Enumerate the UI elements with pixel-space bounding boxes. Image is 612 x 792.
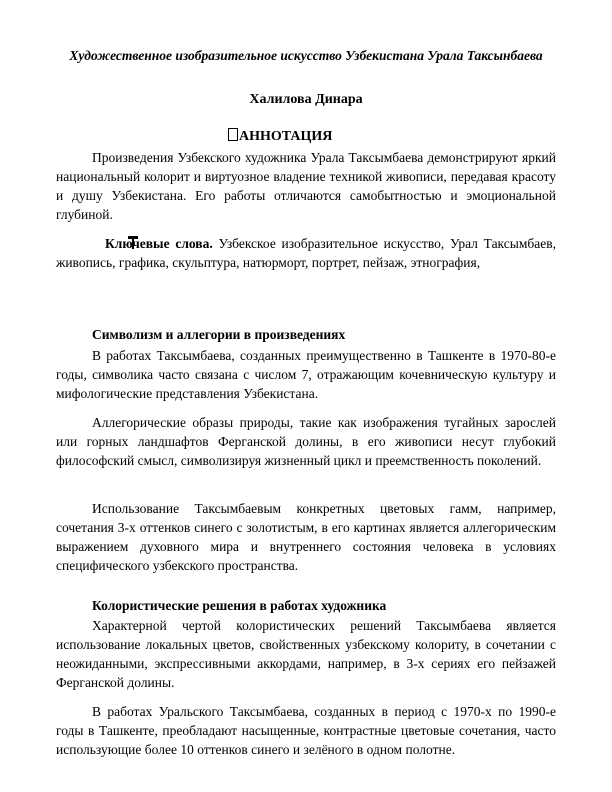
keywords-paragraph: [56, 234, 556, 272]
keywords-text: Узбекское изобразительное искусство, Урал Таксымбаев, живопись, графика, скульптура, натюрморт, портрет, пейзаж, этнография,: [56, 236, 556, 270]
section-paragraph: Аллегорические образы природы, такие как изображения тугайных зарослей или горных ландшафтов Ферганской долины, в его живописи несут глубокий философский смысл, символизируя жизненный цикл и преемственность поколений.: [56, 415, 556, 468]
section-paragraph: Характерной чертой колористических решений Таксымбаева является использование локальных цветов, свойственных узбекскому колориту, в сочетании с неожиданными, экспрессивными аккордами, например, в 3-х сериях его пейзажей Ферганской долины.: [56, 618, 556, 690]
missing-glyph-box-icon: [228, 128, 238, 141]
document-title: Художественное изобразительное искусство Узбекистана Урала Таксынбаева: [69, 48, 543, 63]
section-heading-symbolism: Символизм и аллегории в произведениях: [92, 327, 346, 342]
abstract-heading: [228, 128, 332, 145]
section-paragraph: Использование Таксымбаевым конкретных цветовых гамм, например, сочетания 3-х оттенков синего с золотистым, в его картинах является аллегорическим выражением духовного мира и внутреннего состояния человека в условиях специфического узбекского пространства.: [56, 501, 556, 573]
pushpin-icon: [92, 235, 102, 248]
section-heading-coloristics: Колористические решения в работах художника: [92, 598, 387, 613]
section-paragraph: В работах Уральского Таксымбаева, созданных в период с 1970-х по 1990-е годы в Ташкенте, преобладают насыщенные, контрастные цветовые сочетания, часто использующие более 10 оттенков синего и зелёного в одном полотне.: [56, 704, 556, 757]
abstract-heading-label: АННОТАЦИЯ: [239, 129, 333, 144]
author-name: Халилова Динара: [249, 92, 363, 107]
abstract-text: Произведения Узбекского художника Урала Таксымбаева демонстрируют яркий национальный колорит и виртуозное владение техникой живописи, передавая красоту и душу Узбекистана. Его работы отличаются самобытностью и эмоциональной глубиной.: [56, 150, 556, 222]
keywords-label: Ключевые слова.: [105, 236, 213, 251]
section-paragraph: В работах Таксымбаева, созданных преимущественно в Ташкенте в 1970-80-е годы, символика часто связана с числом 7, отражающим кочевническую культуру и мифологические представления Узбекистана.: [56, 348, 556, 401]
